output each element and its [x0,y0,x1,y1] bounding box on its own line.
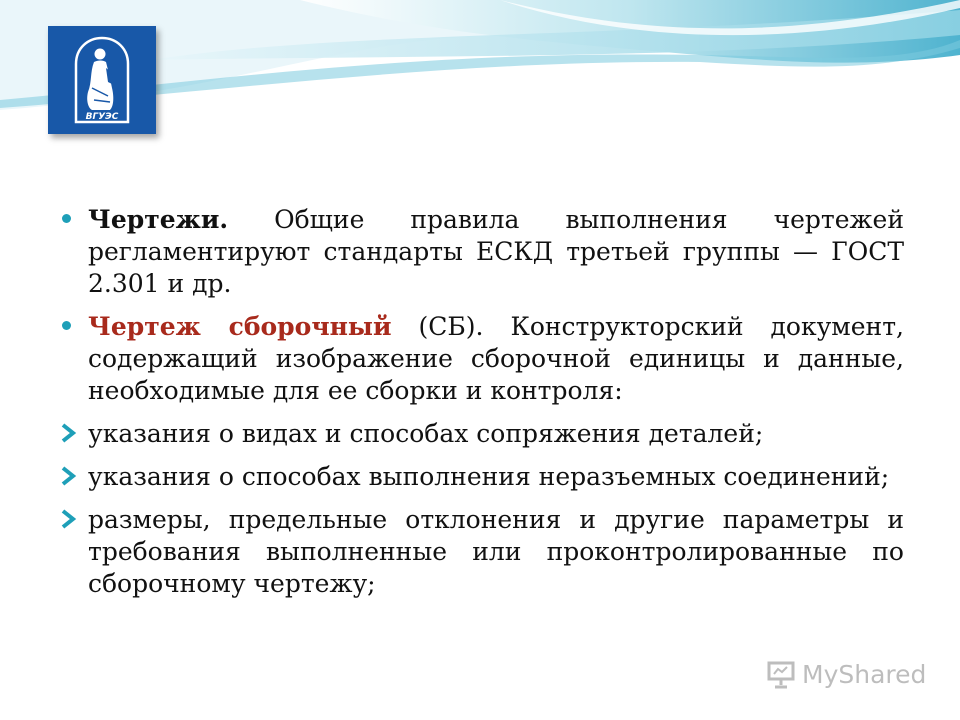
watermark [766,656,926,692]
watermark-text: MyShared [802,659,927,689]
item-text: указания о способах выполнения неразъемных соединений; [88,462,890,491]
item-text: (СБ). Конструкторский документ, содержащий изображение сборочной единицы и данные, необходимые для ее сборки и контроля: [88,312,904,405]
presentation-board-icon [766,659,796,689]
university-logo [48,26,156,134]
item-text: Общие правила выполнения чертежей регламентируют стандарты ЕСКД третьей группы — ГОСТ 2.301 и др. [88,205,904,298]
round-bullet-icon [62,321,71,330]
list-item [60,504,904,600]
list-item [60,418,904,450]
list-item [60,311,904,407]
bullet-list [60,204,904,611]
chevron-right-icon [60,422,78,444]
round-bullet-icon [62,214,71,223]
item-text: указания о видах и способах сопряжения деталей; [88,419,764,448]
list-item [60,461,904,493]
term-label: Чертеж сборочный [88,312,392,341]
term-label: Чертежи. [88,205,229,234]
chevron-right-icon [60,465,78,487]
item-text: размеры, предельные отклонения и другие параметры и требования выполненные или проконтролированные по сборочному чертежу; [88,505,904,598]
logo-text: ВГУЭС [85,112,119,122]
chevron-right-icon [60,508,78,530]
statue-emblem-icon [48,26,156,134]
list-item [60,204,904,300]
